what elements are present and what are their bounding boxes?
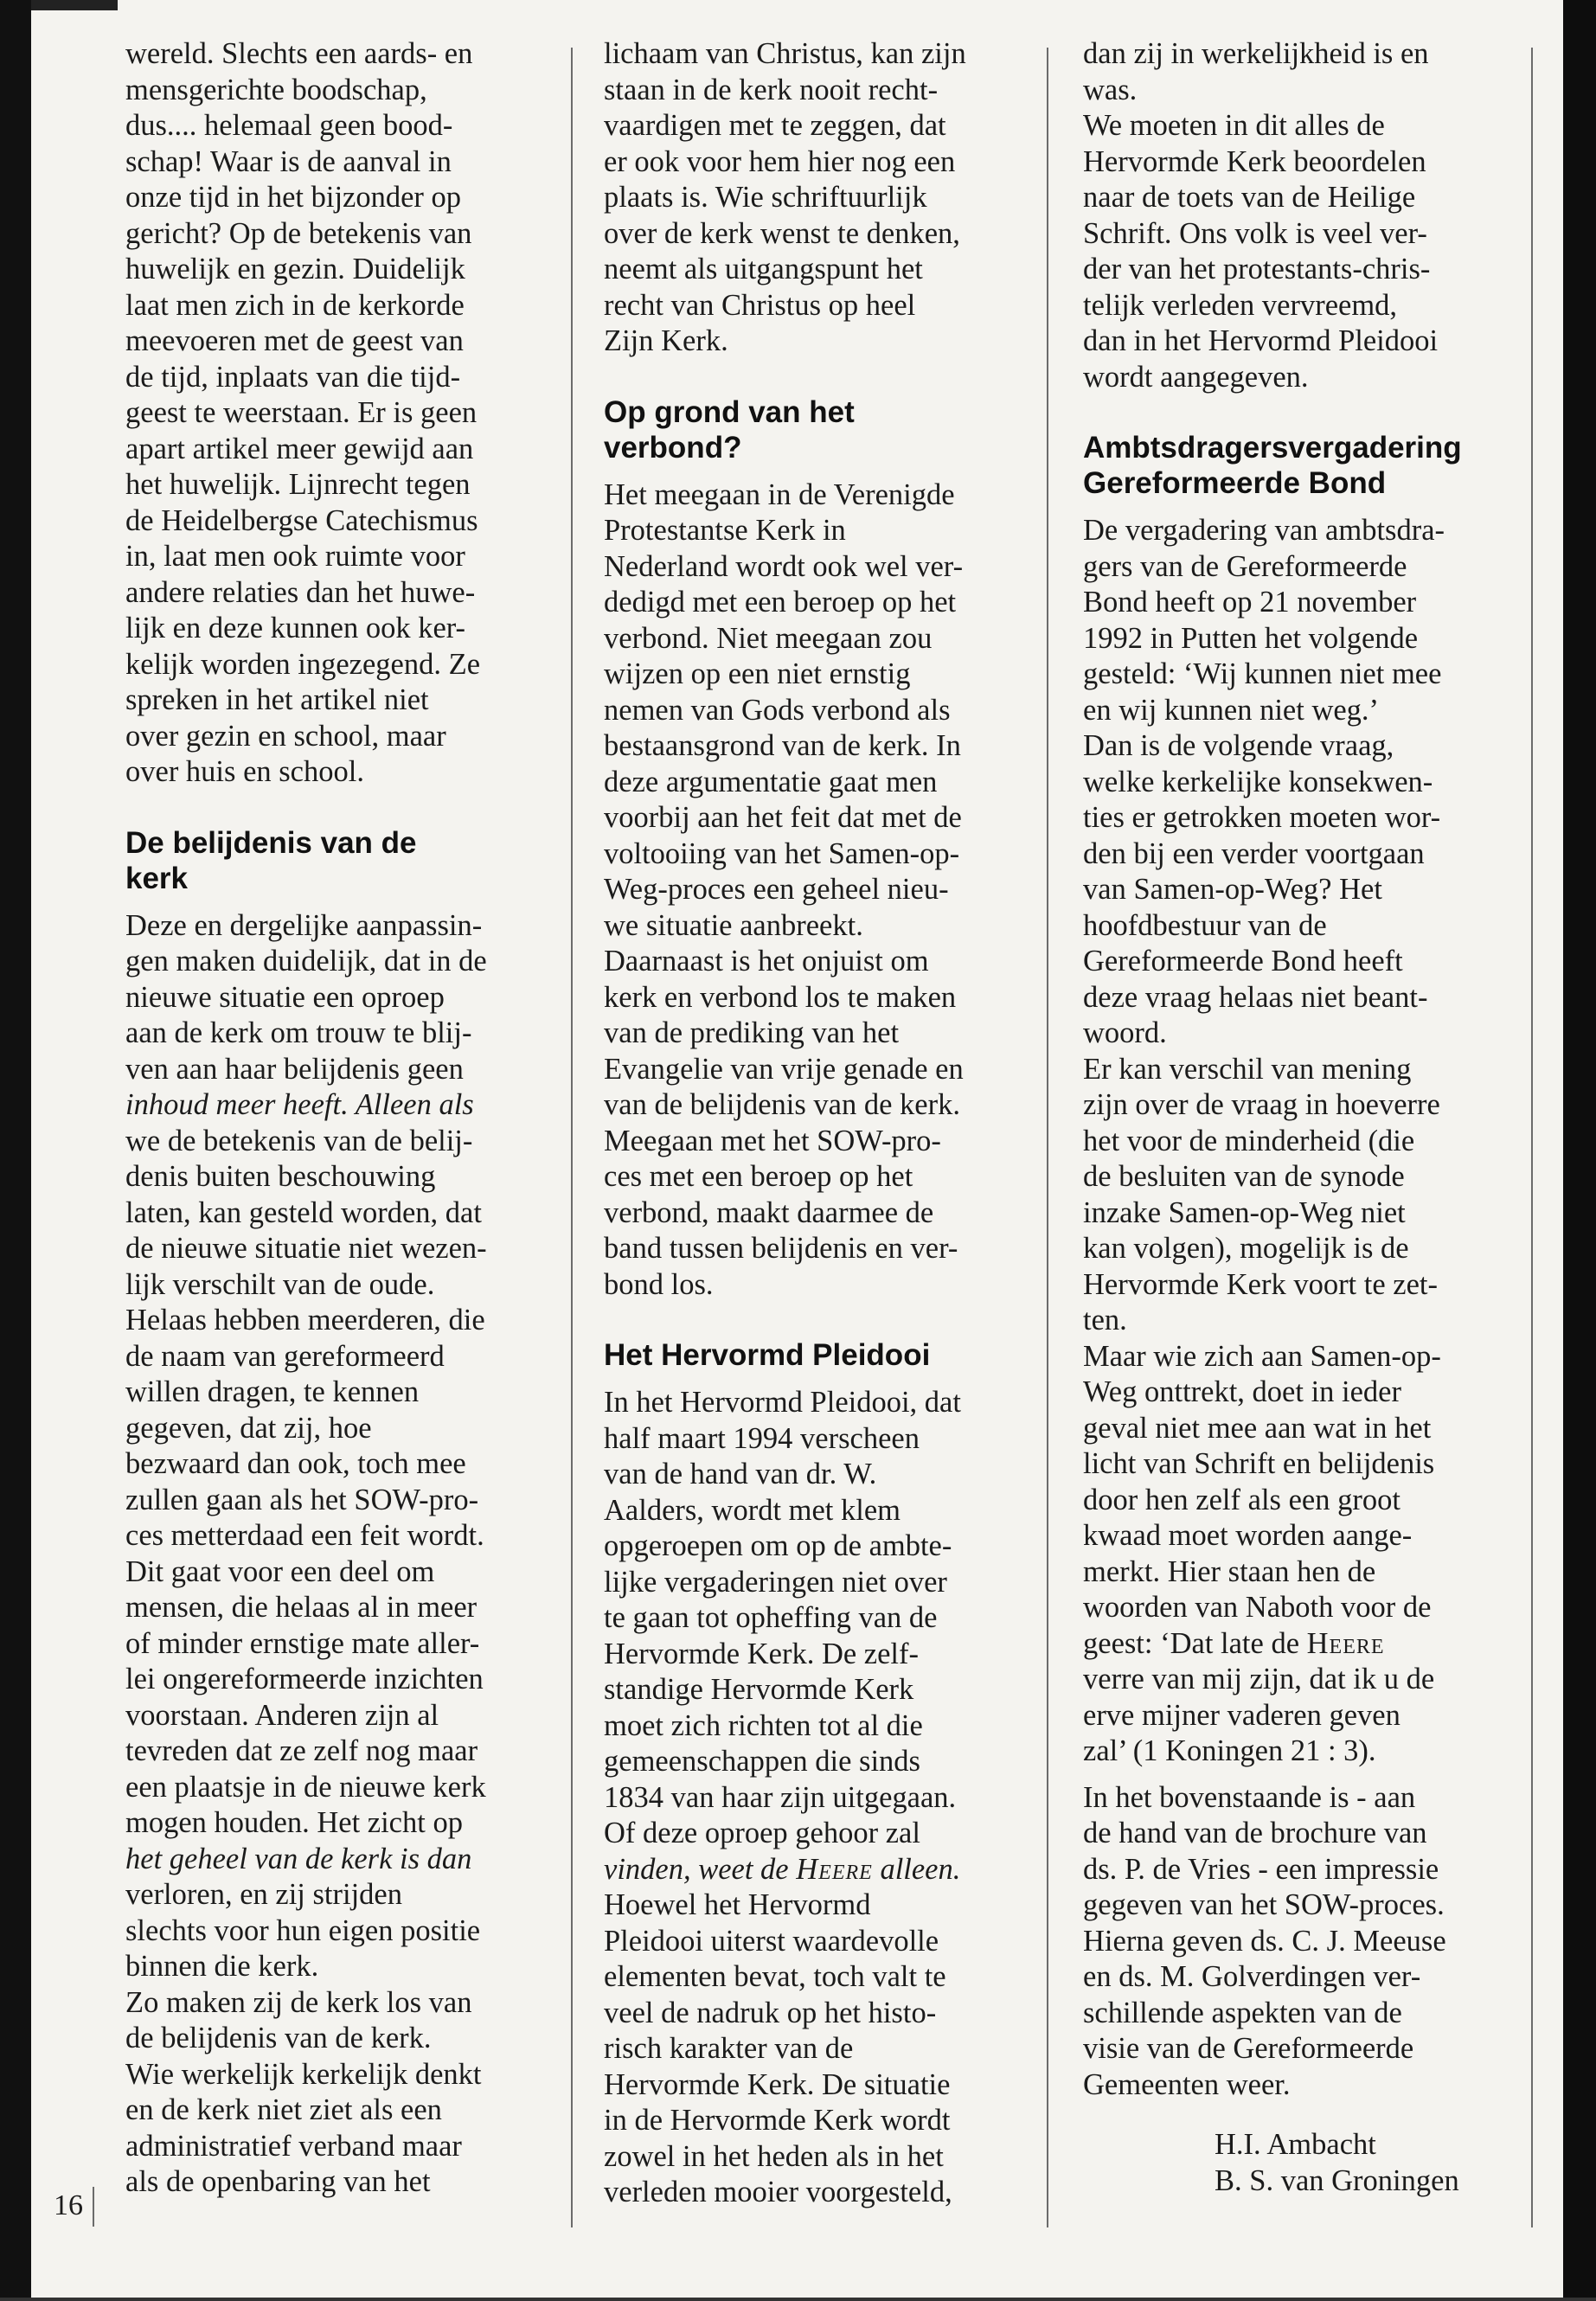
text-line: mensen, die helaas al in meer [125,1591,478,1624]
scan-edge-top [31,0,118,10]
text-line: zowel in het heden als in het [604,2139,944,2173]
text-line: en ds. M. Golverdingen ver- [1083,1960,1421,1993]
text-line: in, laat men ook ruimte voor [125,540,465,573]
text-line: 1834 van haar zijn uitgegaan. [604,1780,957,1814]
text-line: of minder ernstige mate aller- [125,1626,480,1660]
text-line: geval niet mee aan wat in het [1083,1411,1432,1445]
text-line: Meegaan met het SOW-pro- [604,1124,941,1157]
text-line: We moeten in dit alles de [1083,109,1385,142]
text-line: het voor de minderheid (die [1083,1124,1415,1157]
text-line: te gaan tot opheffing van de [604,1601,938,1634]
column-rule-3 [1531,48,1533,2227]
text-line: Pleidooi uiterst waardevolle [604,1924,939,1958]
text-line: In het Hervormd Pleidooi, dat [604,1386,961,1419]
text-line: Helaas hebben meerderen, die [125,1304,485,1336]
text-line: tevreden dat ze zelf nog maar [125,1734,478,1767]
scan-edge-bottom [0,2298,1596,2301]
text-line: binnen die kerk. [125,1950,319,1983]
text-line: schap! Waar is de aanval in [125,144,452,178]
text-line: en de kerk niet ziet als een [125,2093,442,2126]
text-line: meevoeren met de geest van [125,324,464,357]
text-line: apart artikel meer gewijd aan [125,432,474,465]
text-line: bezwaard dan ook, toch mee [125,1447,466,1480]
text-line: lijk verschilt van de oude. [125,1267,435,1301]
text-line: inzake Samen-op-Weg niet [1083,1195,1406,1229]
text-line: Bond heeft op 21 november [1083,586,1417,619]
text-line: B. S. van Groningen [1215,2163,1459,2197]
text-line: onze tijd in het bijzonder op [125,181,462,214]
text-line: Dit gaat voor een deel om [125,1554,435,1588]
text-line: de Heidelbergse Catechismus [125,503,478,537]
text-line: gegeven, dat zij, hoe [125,1411,372,1445]
author-signature [1083,2127,1524,2199]
article-column-1 [125,36,558,2201]
text-line: geest: ‘Dat late de Heere [1083,1626,1385,1660]
text-line: woord. [1083,1016,1167,1049]
text-line: gesteld: ‘Wij kunnen niet mee [1083,657,1442,690]
text-line: van de prediking van het [604,1016,900,1049]
text-line: andere relaties dan het huwe- [125,575,476,609]
text-line: de naam van gereformeerd [125,1339,445,1373]
text-line: dedigd met een beroep op het [604,586,957,619]
text-line: in de Hervormde Kerk wordt [604,2104,951,2137]
text-line: nemen van Gods verbond als [604,693,951,727]
text-line: dus.... helemaal geen bood- [125,109,453,142]
text-line: Hervormde Kerk. De situatie [604,2067,951,2101]
text-line: de belijdenis van de kerk. [125,2022,432,2054]
text-line: zal’ (1 Koningen 21 : 3). [1083,1734,1376,1767]
paragraph [604,1385,1036,2211]
text-line: Wie werkelijk kerkelijk denkt [125,2057,482,2091]
text-line: we de betekenis van de belij- [125,1124,473,1157]
text-line: de tijd, inplaats van die tijd- [125,360,461,394]
text-line: de besluiten van de synode [1083,1160,1405,1193]
column-rule-1 [571,48,573,2227]
column-rule-2 [1047,48,1048,2227]
text-line: Nederland wordt ook wel ver- [604,549,964,583]
text-line: telijk verleden vervreemd, [1083,288,1398,322]
text-line: dan in het Hervormd Pleidooi [1083,324,1439,357]
text-line: Er kan verschil van mening [1083,1052,1412,1086]
text-line: standige Hervormde Kerk [604,1673,914,1706]
paragraph [1083,513,1524,1770]
text-line: gen maken duidelijk, dat in de [125,945,487,977]
text-line: half maart 1994 verscheen [604,1421,920,1455]
text-line: Zo maken zij de kerk los van [125,1985,472,2019]
text-line: vaardigen met te zeggen, dat [604,109,946,142]
text-line: schillende aspekten van de [1083,1996,1402,2029]
text-line: over gezin en school, maar [125,719,446,753]
text-line: lei ongereformeerde inzichten [125,1663,484,1695]
text-line: verloren, en zij strijden [125,1878,402,1911]
text-line: dan zij in werkelijkheid is en [1083,37,1429,70]
paragraph [604,478,1036,1304]
text-line: kan volgen), mogelijk is de [1083,1232,1409,1265]
heading-line: De belijdenis van de [125,825,417,860]
text-line: wijzen op een niet ernstig [604,657,911,690]
text-line: mogen houden. Het zicht op [125,1806,463,1839]
text-line: administratief verband maar [125,2129,462,2163]
text-line: slechts voor hun eigen positie [125,1913,481,1947]
text-line: 1992 in Putten het volgende [1083,621,1419,655]
text-line: Gemeenten weer. [1083,2067,1291,2101]
divine-name: Heere [796,1852,873,1886]
text-line: denis buiten beschouwing [125,1160,436,1193]
text-line: vinden, weet de Heere alleen. [604,1852,961,1886]
text-line: laat men zich in de kerkorde [125,288,465,322]
text-line: Deze en dergelijke aanpassin- [125,908,483,942]
text-line: lijke vergaderingen niet over [604,1565,947,1599]
text-line: wereld. Slechts een aards- en [125,37,473,70]
text-line: en wij kunnen niet weg.’ [1083,693,1380,727]
text-line: ven aan haar belijdenis geen [125,1052,464,1086]
text-line: lijk en deze kunnen ook ker- [125,612,466,644]
text-line: een plaatsje in de nieuwe kerk [125,1770,486,1804]
heading-line: Ambtsdragersvergadering [1083,431,1462,465]
text-line: plaats is. Wie schriftuurlijk [604,181,927,214]
scan-edge-left [0,0,31,2301]
text-line: huwelijk en gezin. Duidelijk [125,253,465,285]
text-line: gers van de Gereformeerde [1083,549,1407,583]
page-number: 16 [54,2189,83,2221]
text-line: verre van mij zijn, dat ik u de [1083,1663,1435,1695]
text-line: Schrift. Ons volk is veel ver- [1083,216,1427,250]
text-line: Weg onttrekt, doet in ieder [1083,1375,1401,1408]
text-line: de nieuwe situatie niet wezen- [125,1232,487,1265]
text-line: verleden mooier voorgesteld, [604,2176,952,2208]
text-line: was. [1083,73,1138,106]
text-line: zijn over de vraag in hoeverre [1083,1088,1440,1121]
text-line: moet zich richten tot al die [604,1708,923,1742]
text-line: Hierna geven ds. C. J. Meeuse [1083,1924,1446,1958]
text-line: bestaansgrond van de kerk. In [604,729,961,762]
text-line: we situatie aanbreekt. [604,908,863,942]
article-column-2 [604,36,1036,2211]
text-line: willen dragen, te kennen [125,1375,420,1408]
text-line: verbond, maakt daarmee de [604,1195,934,1229]
text-line: Of deze oproep gehoor zal [604,1817,920,1849]
text-line: gemeenschappen die sinds [604,1745,920,1778]
text-line: woorden van Naboth voor de [1083,1591,1432,1624]
text-line: mensgerichte boodschap, [125,73,427,106]
text-line: ds. P. de Vries - een impressie [1083,1852,1439,1886]
section-heading [604,1337,1036,1373]
scan-edge-right [1563,0,1596,2301]
text-line: den bij een verder voortgaan [1083,836,1425,870]
text-line: licht van Schrift en belijdenis [1083,1447,1435,1480]
text-line: elementen bevat, toch valt te [604,1960,946,1993]
text-line: ces met een beroep op het [604,1160,913,1193]
text-line: Maar wie zich aan Samen-op- [1083,1339,1441,1373]
text-line: ces metterdaad een feit wordt. [125,1519,484,1552]
text-line: verbond. Niet meegaan zou [604,621,933,655]
text-line: er ook voor hem hier nog een [604,144,956,178]
text-line: kelijk worden ingezegend. Ze [125,647,481,681]
text-line: deze argumentatie gaat men [604,765,938,798]
text-line: Zijn Kerk. [604,324,728,357]
text-line: Dan is de volgende vraag, [1083,729,1394,762]
text-line: H.I. Ambacht [1215,2128,1376,2161]
text-line: over de kerk wenst te denken, [604,216,960,250]
text-line: opgeroepen om op de ambte- [604,1529,952,1562]
text-line: wordt aangegeven. [1083,360,1309,394]
section-heading [1083,430,1524,501]
text-line: kerk en verbond los te maken [604,980,957,1014]
heading-line: verbond? [604,430,742,465]
text-line: door hen zelf als een groot [1083,1483,1401,1516]
text-line: deze vraag helaas niet beant- [1083,980,1428,1014]
text-line: staan in de kerk nooit recht- [604,73,939,106]
text-line: naar de toets van de Heilige [1083,181,1416,214]
text-line: spreken in het artikel niet [125,683,429,716]
text-line: erve mijner vaderen geven [1083,1698,1401,1732]
text-line: bond los. [604,1267,714,1301]
text-line: gegeven van het SOW-proces. [1083,1888,1445,1921]
text-line: welke kerkelijke konsekwen- [1083,765,1433,798]
text-line: gericht? Op de betekenis van [125,216,472,250]
text-line: geest te weerstaan. Er is geen [125,396,478,429]
text-line: Daarnaast is het onjuist om [604,945,929,977]
text-line: De vergadering van ambtsdra- [1083,514,1445,547]
text-line: van Samen-op-Weg? Het [1083,873,1382,906]
text-line: voorstaan. Anderen zijn al [125,1698,439,1732]
text-line: inhoud meer heeft. Alleen als [125,1088,474,1121]
text-line: aan de kerk om trouw te blij- [125,1016,472,1049]
text-line: van de hand van dr. W. [604,1458,877,1490]
text-line: Evangelie van vrije genade en [604,1052,964,1086]
text-line: Protestantse Kerk in [604,514,846,547]
paragraph [1083,1780,1524,2104]
text-line: kwaad moet worden aange- [1083,1519,1413,1552]
heading-line: Het Hervormd Pleidooi [604,1338,931,1372]
text-line: band tussen belijdenis en ver- [604,1232,958,1265]
text-line: veel de nadruk op het histo- [604,1996,937,2029]
text-line: Hervormde Kerk. De zelf- [604,1637,919,1670]
text-line: voltooiing van het Samen-op- [604,836,960,870]
divine-name: Heere [1306,1626,1385,1660]
text-line: In het bovenstaande is - aan [1083,1780,1416,1814]
text-line: merkt. Hier staan hen de [1083,1554,1376,1588]
text-line: hoofdbestuur van de [1083,908,1327,942]
heading-line: kerk [125,861,189,895]
text-line: Het meegaan in de Verenigde [604,478,955,511]
text-line: recht van Christus op heel [604,288,916,322]
page-number-rule [93,2187,94,2227]
section-heading [125,825,558,896]
text-line: Gereformeerde Bond heeft [1083,945,1403,977]
text-line: Weg-proces een geheel nieu- [604,873,949,906]
text-line: voorbij aan het feit dat met de [604,801,962,834]
text-line: zullen gaan als het SOW-pro- [125,1483,479,1516]
paragraph [125,36,558,791]
text-line: laten, kan gesteld worden, dat [125,1195,482,1229]
text-line: Aalders, wordt met klem [604,1493,901,1527]
text-line: neemt als uitgangspunt het [604,253,923,285]
text-line: Hervormde Kerk voort te zet- [1083,1267,1438,1301]
text-line: de hand van de brochure van [1083,1817,1427,1849]
text-line: ties er getrokken moeten wor- [1083,801,1441,834]
text-line: als de openbaring van het [125,2165,431,2198]
text-line: ten. [1083,1304,1127,1336]
heading-line: Op grond van het [604,394,855,429]
text-line: Hervormde Kerk beoordelen [1083,144,1426,178]
text-line: over huis en school. [125,755,364,788]
paragraph [125,908,558,2201]
text-line: der van het protestants-chris- [1083,253,1431,285]
text-line: van de belijdenis van de kerk. [604,1088,960,1121]
text-line: visie van de Gereformeerde [1083,2032,1414,2065]
text-line: risch karakter van de [604,2032,854,2065]
section-heading [604,394,1036,465]
heading-line: Gereformeerde Bond [1083,466,1387,500]
text-line: het geheel van de kerk is dan [125,1842,472,1875]
text-line: lichaam van Christus, kan zijn [604,37,966,70]
paragraph [604,36,1036,360]
text-line: Hoewel het Hervormd [604,1888,871,1921]
text-line: het huwelijk. Lijnrecht tegen [125,468,471,501]
text-line: nieuwe situatie een oproep [125,980,445,1014]
paragraph [1083,36,1524,395]
article-column-3 [1083,36,1524,2199]
